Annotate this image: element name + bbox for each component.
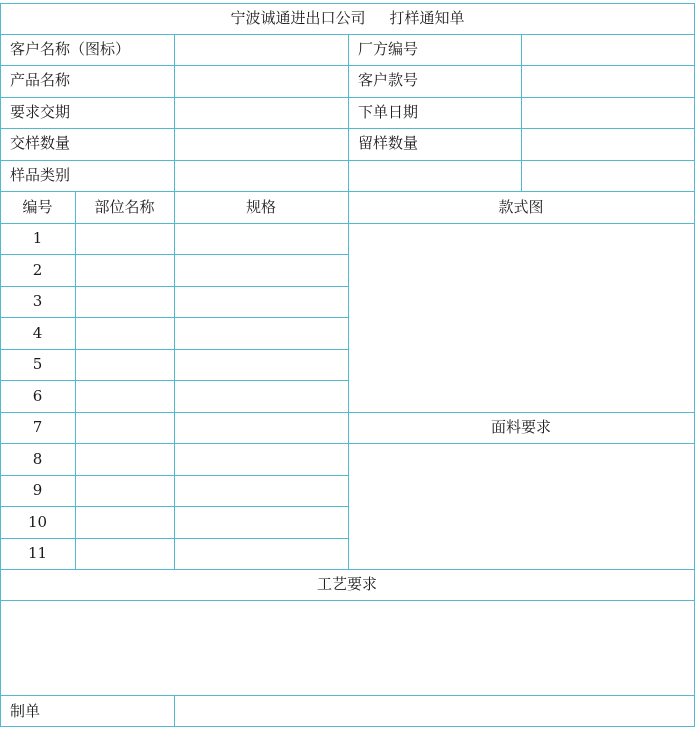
parts-row-spec[interactable]	[174, 380, 348, 412]
parts-row-spec[interactable]	[174, 412, 348, 443]
parts-row-name[interactable]	[75, 223, 174, 254]
parts-row-no: 2	[32, 260, 43, 279]
info-label-right: 厂方编号	[358, 40, 419, 58]
parts-row-spec[interactable]	[174, 349, 348, 380]
info-label-right	[348, 160, 521, 191]
parts-row-name[interactable]	[75, 286, 174, 317]
parts-row-no: 5	[32, 355, 43, 373]
grid-v	[174, 191, 175, 569]
grid-v	[75, 191, 76, 569]
grid-v	[348, 191, 349, 569]
parts-row-no: 7	[32, 418, 43, 436]
info-label-left: 客户名称（图标）	[10, 40, 131, 58]
fabric-header: 面料要求	[490, 418, 551, 436]
parts-row-spec[interactable]	[174, 317, 348, 349]
parts-row-no: 8	[32, 449, 43, 468]
info-value-left[interactable]	[174, 128, 348, 159]
info-label-left: 交样数量	[10, 134, 71, 152]
style-image-area[interactable]	[348, 223, 694, 412]
parts-row-name[interactable]	[75, 538, 174, 569]
parts-row-no: 10	[27, 512, 48, 531]
grid-h	[348, 412, 695, 413]
info-value-left[interactable]	[174, 65, 348, 96]
parts-row-name[interactable]	[75, 349, 174, 380]
grid-h	[0, 569, 695, 570]
craft-header: 工艺要求	[316, 575, 377, 593]
title-doc: 打样通知单	[389, 9, 465, 27]
info-label-left: 产品名称	[10, 71, 71, 89]
info-value-left[interactable]	[174, 160, 348, 191]
parts-row-no: 3	[32, 292, 43, 310]
parts-row-name[interactable]	[75, 317, 174, 349]
parts-row-no: 9	[32, 481, 43, 499]
maker-value[interactable]	[174, 695, 694, 727]
grid-v	[174, 695, 175, 727]
parts-row-name[interactable]	[75, 475, 174, 506]
info-label-right: 留样数量	[358, 134, 419, 152]
parts-row-spec[interactable]	[174, 254, 348, 286]
info-label-left: 样品类别	[10, 166, 71, 184]
info-label-left: 要求交期	[10, 103, 71, 121]
info-label-right: 下单日期	[358, 103, 419, 121]
parts-row-no: 6	[32, 386, 43, 405]
form-title	[0, 3, 695, 34]
parts-row-name[interactable]	[75, 380, 174, 412]
grid-h	[0, 695, 695, 696]
parts-header-spec: 规格	[245, 197, 276, 216]
info-value-right[interactable]	[521, 34, 694, 65]
grid-h	[348, 443, 695, 444]
maker-label: 制单	[10, 701, 41, 720]
grid-h	[348, 223, 695, 224]
title-company: 宁波诚通进出口公司	[230, 9, 366, 27]
parts-header-style-image: 款式图	[498, 197, 544, 216]
info-label-right: 客户款号	[358, 71, 419, 89]
info-value-right[interactable]	[521, 160, 694, 191]
parts-row-spec[interactable]	[174, 506, 348, 538]
info-value-right[interactable]	[521, 97, 694, 128]
grid-v	[521, 34, 522, 191]
parts-row-spec[interactable]	[174, 223, 348, 254]
parts-header-name: 部位名称	[94, 197, 155, 216]
info-value-right[interactable]	[521, 65, 694, 96]
parts-row-no: 11	[27, 544, 48, 562]
fabric-area[interactable]	[348, 443, 694, 569]
parts-row-spec[interactable]	[174, 286, 348, 317]
craft-area[interactable]	[0, 600, 694, 695]
parts-row-name[interactable]	[75, 412, 174, 443]
parts-row-spec[interactable]	[174, 443, 348, 475]
grid-v	[174, 34, 175, 191]
parts-row-spec[interactable]	[174, 538, 348, 569]
parts-row-name[interactable]	[75, 254, 174, 286]
border-left	[0, 3, 1, 727]
info-value-left[interactable]	[174, 97, 348, 128]
grid-h	[0, 600, 695, 601]
border-top	[0, 3, 695, 4]
parts-row-spec[interactable]	[174, 475, 348, 506]
grid-v	[348, 34, 349, 191]
info-value-right[interactable]	[521, 128, 694, 159]
parts-row-no: 1	[32, 229, 43, 247]
border-bottom	[0, 726, 695, 727]
parts-row-no: 4	[32, 323, 43, 342]
info-value-left[interactable]	[174, 34, 348, 65]
parts-row-name[interactable]	[75, 443, 174, 475]
parts-header-no: 编号	[22, 197, 53, 216]
parts-row-name[interactable]	[75, 506, 174, 538]
